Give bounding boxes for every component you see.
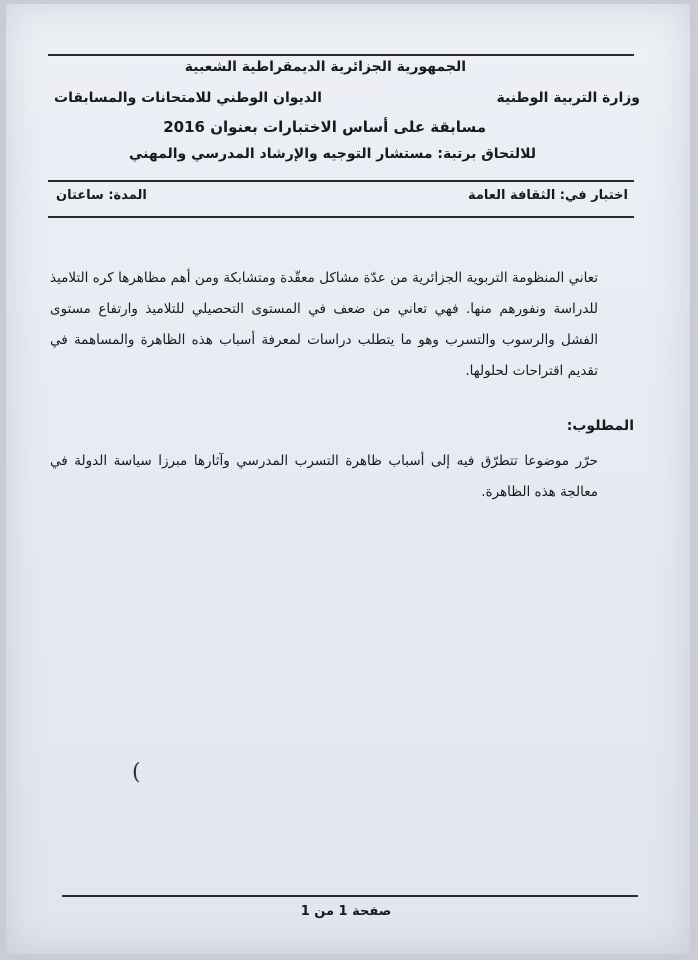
exam-office-name: الديوان الوطني للامتحانات والمسابقات	[54, 90, 322, 106]
intro-paragraph: تعاني المنظومة التربوية الجزائرية من عدّة مشاكل معقّدة ومتشابكة ومن أهم مظاهرها كره التلاميذ للدراسة ونفورهم منها. فهي تعاني من ضعف في المستوى التحصيلي للتلاميذ وارتفاع مستوى الفشل والرسوب والتسرب وهو ما يتطلب دراسات لمعرفة أسباب هذه الظاهرة والمساهمة في تقديم اقتراحات لحلولها.	[50, 270, 598, 379]
info-rule	[48, 216, 634, 218]
footer-rule	[62, 895, 638, 897]
required-paragraph: حرّر موضوعا تتطرّق فيه إلى أسباب ظاهرة التسرب المدرسي وآثارها مبرزا سياسة الدولة في معالجة هذه الظاهرة.	[50, 453, 598, 500]
required-heading: المطلوب:	[566, 418, 634, 434]
contest-title: مسابقة على أساس الاختبارات بعنوان 2016	[163, 118, 486, 136]
stray-pen-mark: (	[132, 760, 141, 785]
ministry-name: وزارة التربية الوطنية	[496, 90, 640, 106]
exam-page	[6, 4, 690, 954]
top-rule	[48, 54, 634, 56]
exam-subject: اختبار في: الثقافة العامة	[467, 188, 628, 203]
header-rule	[48, 180, 634, 182]
contest-rank: للالتحاق برتبة: مستشار التوجيه والإرشاد المدرسي والمهني	[128, 146, 536, 162]
republic-title: الجمهورية الجزائرية الديمقراطية الشعبية	[184, 59, 466, 75]
page-number: صفحة 1 من 1	[300, 904, 392, 919]
exam-duration: المدة: ساعتان	[56, 188, 147, 203]
